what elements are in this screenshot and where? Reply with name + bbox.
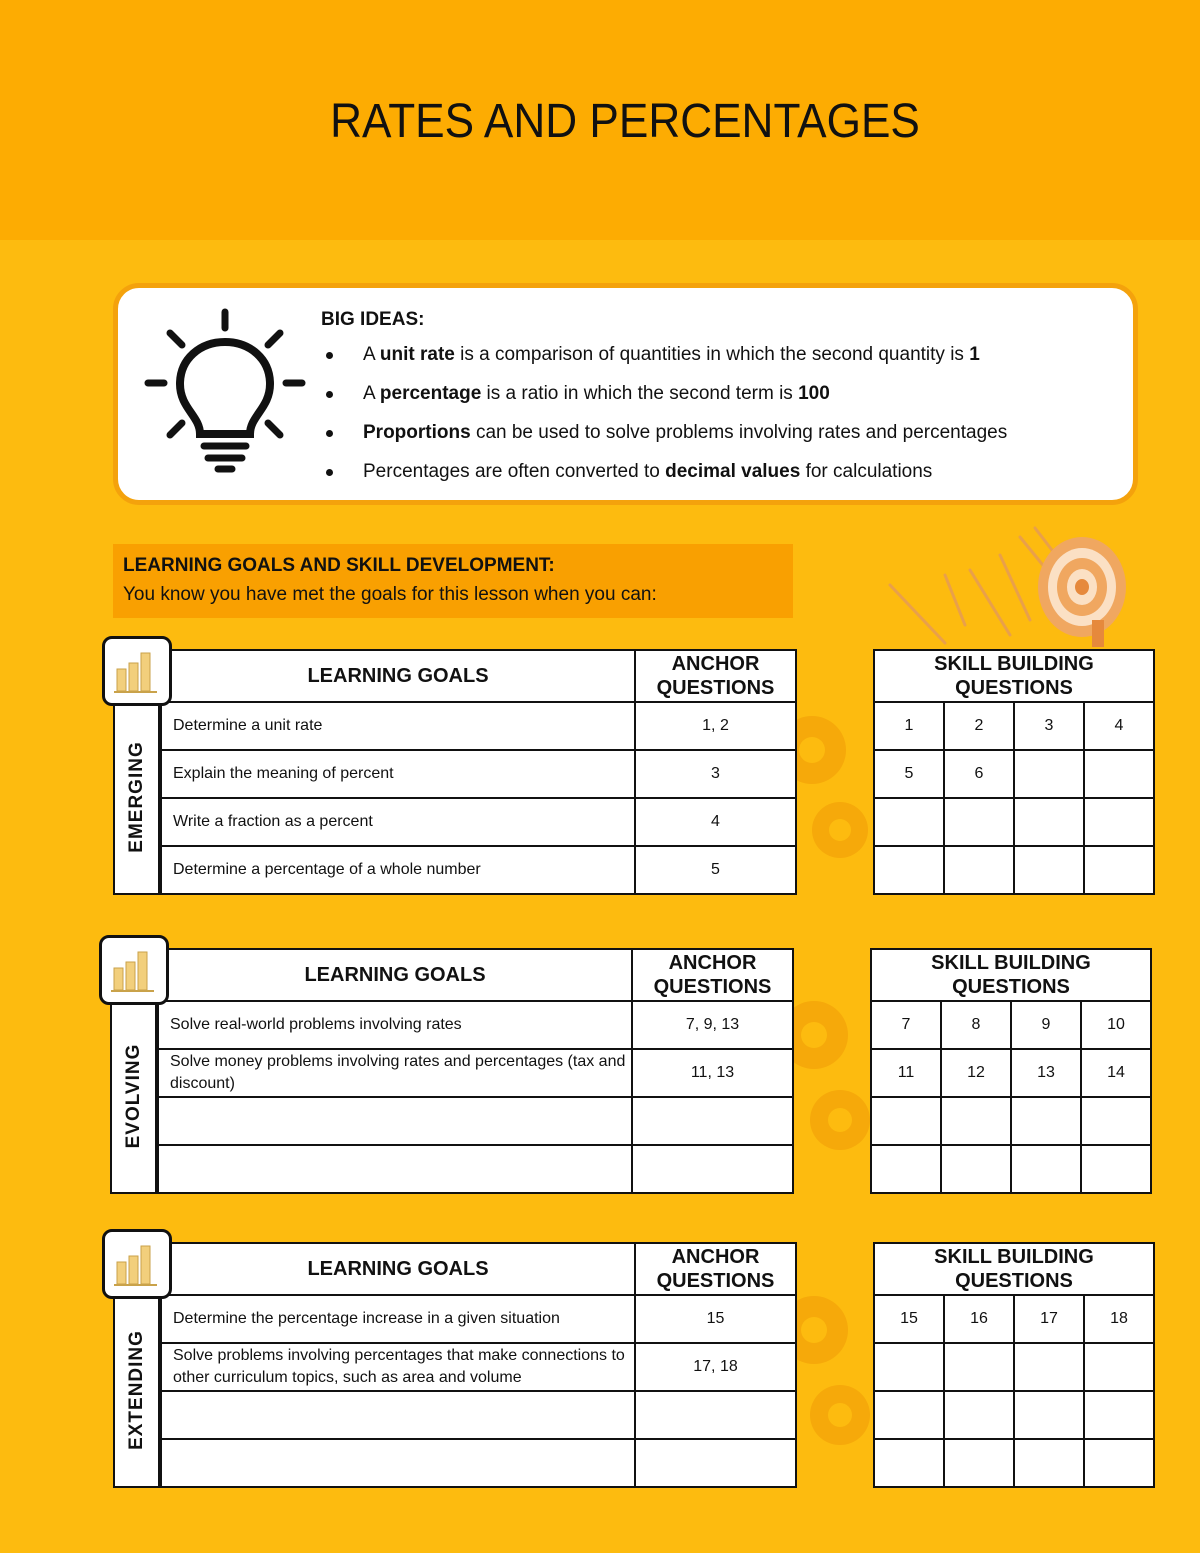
table-row bbox=[161, 846, 796, 894]
anchor-cell bbox=[635, 1391, 796, 1439]
table-row bbox=[161, 1391, 796, 1439]
skill-cell: 3 bbox=[1014, 702, 1084, 750]
goal-cell: Determine a unit rate bbox=[161, 702, 635, 750]
table-row bbox=[874, 1391, 1154, 1439]
learning-goals-table bbox=[160, 1242, 797, 1488]
goal-cell: Explain the meaning of percent bbox=[161, 750, 635, 798]
anchor-questions-header: ANCHOR QUESTIONS bbox=[632, 949, 793, 1001]
anchor-questions-header: ANCHOR QUESTIONS bbox=[635, 1243, 796, 1295]
big-ideas-box bbox=[113, 283, 1138, 505]
level-label-text: EMERGING bbox=[125, 741, 147, 853]
bar-chart-icon bbox=[105, 639, 169, 703]
skill-cell bbox=[874, 798, 944, 846]
skill-cell: 6 bbox=[944, 750, 1014, 798]
page-title: RATES AND PERCENTAGES bbox=[330, 95, 920, 148]
goal-cell: Determine a percentage of a whole number bbox=[161, 846, 635, 894]
icon-tab bbox=[99, 935, 169, 1005]
table-row bbox=[871, 1097, 1151, 1145]
table-row bbox=[871, 1001, 1151, 1049]
skill-cell bbox=[874, 1391, 944, 1439]
skill-cell bbox=[874, 846, 944, 894]
skill-cell bbox=[944, 1439, 1014, 1487]
goal-cell bbox=[158, 1097, 632, 1145]
skill-cell: 10 bbox=[1081, 1001, 1151, 1049]
table-row bbox=[161, 1343, 796, 1391]
goal-cell bbox=[161, 1439, 635, 1487]
skill-cell bbox=[1084, 846, 1154, 894]
anchor-cell: 4 bbox=[635, 798, 796, 846]
goal-cell bbox=[158, 1145, 632, 1193]
skill-cell bbox=[871, 1097, 941, 1145]
table-row bbox=[158, 1001, 793, 1049]
table-row bbox=[161, 1439, 796, 1487]
table-row bbox=[874, 702, 1154, 750]
goal-cell: Determine the percentage increase in a given situation bbox=[161, 1295, 635, 1343]
big-idea-item: A percentage is a ratio in which the second term is 100 bbox=[321, 383, 1007, 422]
anchor-cell: 15 bbox=[635, 1295, 796, 1343]
big-idea-item: Percentages are often converted to decimal values for calculations bbox=[321, 461, 1007, 500]
skill-cell bbox=[1014, 1439, 1084, 1487]
table-row bbox=[871, 1049, 1151, 1097]
icon-tab bbox=[102, 1229, 172, 1299]
level-label bbox=[113, 1292, 160, 1488]
skill-building-header: SKILL BUILDING QUESTIONS bbox=[871, 949, 1151, 1001]
table-row bbox=[158, 1145, 793, 1193]
goal-cell: Solve money problems involving rates and percentages (tax and discount) bbox=[158, 1049, 632, 1097]
learning-goals-table bbox=[157, 948, 794, 1194]
skill-cell bbox=[874, 1439, 944, 1487]
skill-cell bbox=[1084, 1391, 1154, 1439]
skill-cell bbox=[1014, 1343, 1084, 1391]
learning-goals-banner bbox=[113, 544, 793, 618]
skill-cell bbox=[1014, 1391, 1084, 1439]
learning-goals-header: LEARNING GOALS bbox=[161, 1243, 635, 1295]
skill-building-header: SKILL BUILDING QUESTIONS bbox=[874, 650, 1154, 702]
skill-building-table bbox=[873, 649, 1155, 895]
bar-chart-icon bbox=[102, 938, 166, 1002]
skill-building-table bbox=[873, 1242, 1155, 1488]
skill-cell: 5 bbox=[874, 750, 944, 798]
skill-cell: 11 bbox=[871, 1049, 941, 1097]
skill-cell: 12 bbox=[941, 1049, 1011, 1097]
skill-cell bbox=[944, 1343, 1014, 1391]
table-row bbox=[874, 846, 1154, 894]
level-label-text: EVOLVING bbox=[122, 1043, 144, 1149]
learning-goals-subtitle: You know you have met the goals for this lesson when you can: bbox=[123, 584, 657, 605]
skill-cell bbox=[1081, 1145, 1151, 1193]
skill-cell bbox=[871, 1145, 941, 1193]
skill-building-table bbox=[870, 948, 1152, 1194]
table-row bbox=[874, 1295, 1154, 1343]
table-row bbox=[161, 702, 796, 750]
anchor-cell bbox=[635, 1439, 796, 1487]
anchor-cell: 17, 18 bbox=[635, 1343, 796, 1391]
level-label bbox=[110, 998, 157, 1194]
table-row bbox=[161, 750, 796, 798]
big-idea-item: A unit rate is a comparison of quantities in which the second quantity is 1 bbox=[321, 344, 1007, 383]
skill-cell: 18 bbox=[1084, 1295, 1154, 1343]
skill-cell bbox=[1014, 846, 1084, 894]
skill-cell bbox=[1084, 1439, 1154, 1487]
skill-cell: 1 bbox=[874, 702, 944, 750]
table-row bbox=[161, 798, 796, 846]
table-row bbox=[161, 1295, 796, 1343]
goal-cell: Write a fraction as a percent bbox=[161, 798, 635, 846]
level-label bbox=[113, 699, 160, 895]
anchor-cell bbox=[632, 1145, 793, 1193]
anchor-cell: 1, 2 bbox=[635, 702, 796, 750]
anchor-cell: 3 bbox=[635, 750, 796, 798]
skill-cell bbox=[1084, 798, 1154, 846]
skill-cell: 7 bbox=[871, 1001, 941, 1049]
goal-cell: Solve real-world problems involving rates bbox=[158, 1001, 632, 1049]
skill-cell bbox=[941, 1145, 1011, 1193]
table-row bbox=[158, 1097, 793, 1145]
skill-cell: 4 bbox=[1084, 702, 1154, 750]
skill-cell bbox=[944, 846, 1014, 894]
skill-cell bbox=[944, 1391, 1014, 1439]
anchor-cell: 7, 9, 13 bbox=[632, 1001, 793, 1049]
skill-cell bbox=[1011, 1145, 1081, 1193]
big-ideas-list bbox=[321, 344, 1007, 500]
anchor-cell: 5 bbox=[635, 846, 796, 894]
goal-cell: Solve problems involving percentages that make connections to other curriculum topics, such as area and volume bbox=[161, 1343, 635, 1391]
skill-cell: 2 bbox=[944, 702, 1014, 750]
skill-cell: 13 bbox=[1011, 1049, 1081, 1097]
table-row bbox=[874, 750, 1154, 798]
table-row bbox=[158, 1049, 793, 1097]
big-ideas-heading: BIG IDEAS: bbox=[321, 309, 425, 330]
skill-cell bbox=[1084, 1343, 1154, 1391]
skill-cell bbox=[1014, 798, 1084, 846]
skill-cell bbox=[1011, 1097, 1081, 1145]
skill-cell: 8 bbox=[941, 1001, 1011, 1049]
goal-cell bbox=[161, 1391, 635, 1439]
section-evolving bbox=[0, 935, 1197, 1195]
skill-cell: 16 bbox=[944, 1295, 1014, 1343]
bar-chart-icon bbox=[105, 1232, 169, 1296]
skill-cell bbox=[1081, 1097, 1151, 1145]
section-extending bbox=[0, 1229, 1200, 1489]
section-emerging bbox=[0, 636, 1200, 896]
skill-cell bbox=[944, 798, 1014, 846]
anchor-cell bbox=[632, 1097, 793, 1145]
skill-cell bbox=[1014, 750, 1084, 798]
anchor-cell: 11, 13 bbox=[632, 1049, 793, 1097]
big-idea-item: Proportions can be used to solve problems involving rates and percentages bbox=[321, 422, 1007, 461]
skill-cell bbox=[1084, 750, 1154, 798]
skill-cell: 17 bbox=[1014, 1295, 1084, 1343]
table-row bbox=[871, 1145, 1151, 1193]
learning-goals-header: LEARNING GOALS bbox=[158, 949, 632, 1001]
skill-cell bbox=[941, 1097, 1011, 1145]
level-label-text: EXTENDING bbox=[125, 1330, 147, 1450]
table-row bbox=[874, 1343, 1154, 1391]
learning-goals-table bbox=[160, 649, 797, 895]
learning-goals-title: LEARNING GOALS AND SKILL DEVELOPMENT: bbox=[123, 555, 555, 576]
skill-cell: 9 bbox=[1011, 1001, 1081, 1049]
learning-goals-header: LEARNING GOALS bbox=[161, 650, 635, 702]
skill-cell bbox=[874, 1343, 944, 1391]
icon-tab bbox=[102, 636, 172, 706]
lightbulb-icon bbox=[140, 306, 310, 486]
table-row bbox=[874, 798, 1154, 846]
target-icon bbox=[870, 525, 1140, 650]
anchor-questions-header: ANCHOR QUESTIONS bbox=[635, 650, 796, 702]
skill-building-header: SKILL BUILDING QUESTIONS bbox=[874, 1243, 1154, 1295]
table-row bbox=[874, 1439, 1154, 1487]
skill-cell: 15 bbox=[874, 1295, 944, 1343]
skill-cell: 14 bbox=[1081, 1049, 1151, 1097]
